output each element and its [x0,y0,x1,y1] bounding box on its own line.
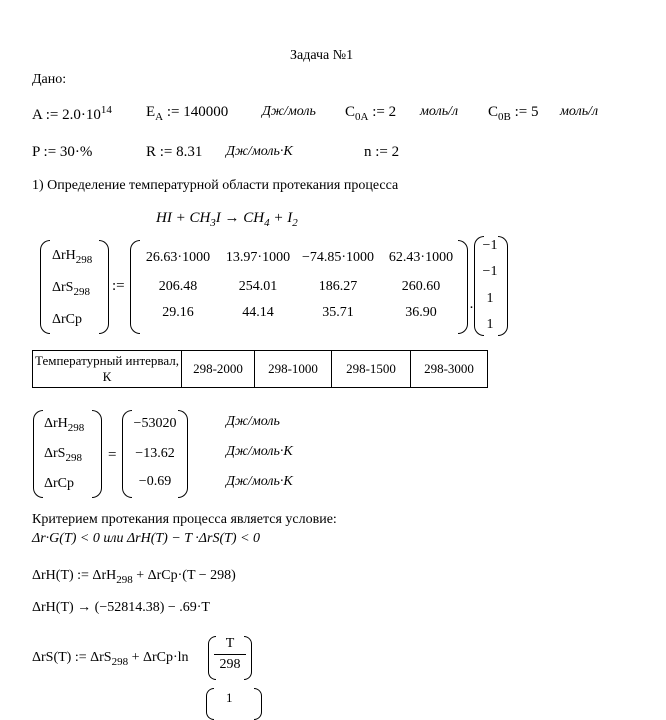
fraction-numerator: T [225,636,235,651]
result-unit: Дж/моль·К [226,444,293,459]
given-C0B-unit: моль/л [560,104,599,119]
section-heading: 1) Определение температурной области протекания процесса [32,178,399,193]
given-C0A: $C_{0A}$ := 2 [345,104,397,123]
matrix-cell: −74.85·1000 [301,250,375,265]
matrix-cell: 254.01 [238,279,278,294]
matrix-cell: 26.63·1000 [145,250,211,265]
table-cell: 298-1500 [332,351,411,388]
matrix-cell: 260.60 [401,279,441,294]
assign-op: := [112,278,125,294]
matrix-cell: 62.43·1000 [388,250,454,265]
result-label-dH298: ΔrH$_{298}$ [44,416,85,434]
matrix-cell: 186.27 [318,279,358,294]
matrix-cell: 206.48 [158,279,198,294]
given-EA: $E_A$ := 140000 [146,104,229,123]
equation-dH-evaluated: ΔrH(T) → (−52814.38) − .69·T [32,600,210,615]
given-R-unit: Дж/моль·К [226,144,293,159]
table-cell: 298-3000 [411,351,488,388]
given-A: A := $2.0\cdot 10^{14}$ [32,104,112,123]
result-label-dS298: ΔrS$_{298}$ [44,446,82,464]
page-title: Задача №1 [290,48,354,63]
matrix-cell: 35.71 [322,305,354,320]
right-paren [99,240,109,334]
fraction-bar [214,654,246,655]
result-unit: Дж/моль [226,414,280,429]
given-C0B: $C_{0B}$ := 5 [488,104,539,123]
table-cell: 298-1000 [255,351,332,388]
label-dH298: ΔrH$_{298}$ [52,248,93,266]
given-C0A-unit: моль/л [420,104,459,119]
matrix-cell: 44.14 [242,305,274,320]
left-paren [40,240,50,334]
matrix-cell: 36.90 [405,305,437,320]
result-left-paren [33,410,43,498]
result-value: −13.62 [135,446,175,461]
criterion-formula: Δr·G(T) < 0 или ΔrH(T) − T ·ΔrS(T) < 0 [32,531,261,546]
coeff-cell: −1 [482,264,498,279]
temperature-table [32,350,488,388]
equation-dS-definition: ΔrS(T) := ΔrS$_{298}$ + ΔrCp·ln [32,650,189,668]
criterion-text: Критерием протекания процесса является условие: [32,512,337,527]
matrix-cell: 13.97·1000 [225,250,291,265]
equation-dH-definition: ΔrH(T) := ΔrH$_{298}$ + ΔrCp·(T − 298) [32,568,236,586]
given-R: R := 8.31 [146,144,203,160]
label-dS298: ΔrS$_{298}$ [52,280,90,298]
given-label: Дано: [32,72,67,87]
reaction-equation: HI + $CH_3I \to CH_4 + I_2$ [156,210,298,229]
given-n: n := 2 [364,144,400,160]
ln-fraction [214,636,246,673]
given-EA-unit: Дж/моль [262,104,316,119]
partial-fraction-numerator: 1 [226,690,233,705]
partial-right-paren [254,688,262,720]
label-dCp: ΔrCp [52,312,83,327]
coeff-cell: 1 [486,317,494,332]
result-right-paren [92,410,102,498]
equals-op: = [108,447,117,463]
table-header: Температурный интервал, К [33,351,182,388]
table-cell: 298-2000 [182,351,255,388]
result-value: −53020 [133,416,177,431]
result-label-dCp: ΔrCp [44,476,75,491]
coeff-cell: −1 [482,238,498,253]
partial-left-paren [206,688,214,720]
fraction-denominator: 298 [219,657,241,672]
given-P: P := 30·% [32,144,93,160]
result-value: −0.69 [138,474,172,489]
multiply-dot: · [469,300,474,316]
matrix-cell: 29.16 [162,305,194,320]
coeff-cell: 1 [486,291,494,306]
result-unit: Дж/моль·К [226,474,293,489]
